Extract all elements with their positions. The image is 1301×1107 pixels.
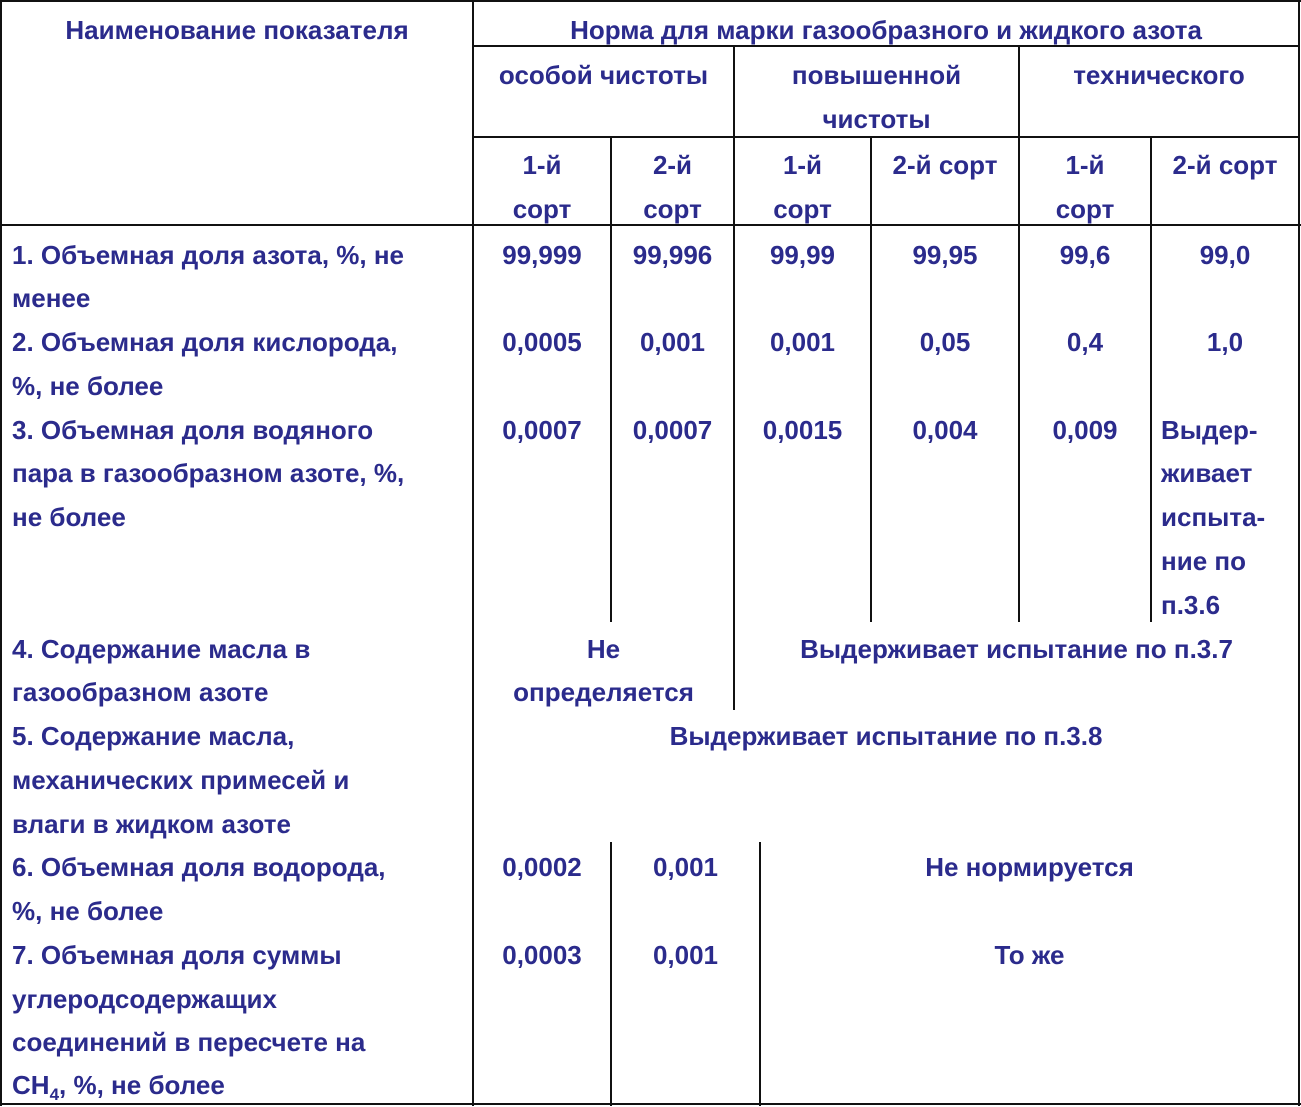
row5-label-line1: 5. Содержание масла, bbox=[12, 721, 295, 751]
row3-label-line3: не более bbox=[12, 502, 126, 532]
header-grade-technical: технического bbox=[1073, 60, 1245, 90]
row3-value-6-line2: живает bbox=[1161, 458, 1253, 488]
header-special-sort2-line2: сорт bbox=[643, 194, 702, 224]
row4-other-value: Выдерживает испытание по п.3.7 bbox=[800, 634, 1233, 664]
table-right-border bbox=[1298, 0, 1300, 1106]
row1-value-4: 99,95 bbox=[912, 240, 978, 270]
column-divider-6 bbox=[1150, 136, 1152, 622]
header-indicator-name: Наименование показателя bbox=[65, 15, 409, 45]
row3-value-6-line1: Выдер- bbox=[1161, 415, 1258, 445]
row3-label-line2: пара в газообразном азоте, %, bbox=[12, 458, 405, 488]
row7-value-2: 0,001 bbox=[652, 940, 719, 970]
row6-value-1: 0,0002 bbox=[502, 852, 582, 882]
row2-label-line2: %, не более bbox=[12, 371, 164, 401]
header-high-sort1-line1: 1-й bbox=[782, 150, 823, 180]
row3-value-6-line5: п.3.6 bbox=[1161, 590, 1221, 620]
row5-value: Выдерживает испытание по п.3.8 bbox=[669, 721, 1103, 751]
header-norm-title: Норма для марки газообразного и жидкого азота bbox=[570, 15, 1202, 45]
row1-value-5: 99,6 bbox=[1059, 240, 1111, 270]
header-special-sort1-line1: 1-й bbox=[522, 150, 562, 180]
row3-value-1: 0,0007 bbox=[502, 415, 582, 445]
row2-value-1: 0,0005 bbox=[502, 327, 582, 357]
row3-value-6-line4: ние по bbox=[1161, 546, 1246, 576]
row2-value-5: 0,4 bbox=[1066, 327, 1104, 357]
row1-label-line1: 1. Объемная доля азота, %, не bbox=[12, 240, 405, 270]
row1-label-line2: менее bbox=[12, 283, 91, 313]
row7-formula-base: CH bbox=[12, 1070, 50, 1100]
row7-label-line1: 7. Объемная доля суммы bbox=[12, 940, 342, 970]
table-top-border bbox=[0, 0, 1301, 2]
row7-label-tail: %, не более bbox=[73, 1070, 225, 1100]
row6-label-line2: %, не более bbox=[12, 896, 164, 926]
row1-value-6: 99,0 bbox=[1199, 240, 1251, 270]
row2-value-3: 0,001 bbox=[769, 327, 836, 357]
row6-label-line1: 6. Объемная доля водорода, bbox=[12, 852, 386, 882]
row1-value-2: 99,996 bbox=[632, 240, 713, 270]
row3-value-3: 0,0015 bbox=[762, 415, 843, 445]
row7-value-1: 0,0003 bbox=[502, 940, 582, 970]
row3-value-6-line3: испыта- bbox=[1161, 502, 1266, 532]
header-special-sort2-line1: 2-й bbox=[652, 150, 693, 180]
header-special-sort1-line2: сорт bbox=[512, 194, 572, 224]
row4-special-value-line2: определяется bbox=[513, 677, 694, 707]
row4-label-line1: 4. Содержание масла в bbox=[12, 634, 311, 664]
row7-other-value: То же bbox=[994, 940, 1065, 970]
row3-value-4: 0,004 bbox=[912, 415, 978, 445]
header-grade-high-purity-1: повышенной bbox=[791, 60, 962, 90]
column-divider-4 bbox=[870, 136, 872, 622]
row7-label-line2: углеродсодержащих bbox=[12, 984, 277, 1014]
header-high-sort2: 2-й сорт bbox=[892, 150, 998, 180]
row2-value-6: 1,0 bbox=[1206, 327, 1244, 357]
row4-special-value-line1: Не bbox=[586, 634, 621, 664]
header-tech-sort1-line2: сорт bbox=[1055, 194, 1115, 224]
row2-value-4: 0,05 bbox=[919, 327, 971, 357]
header-high-sort1-line2: сорт bbox=[773, 194, 832, 224]
row3-value-2: 0,0007 bbox=[632, 415, 713, 445]
header-tech-sort2: 2-й сорт bbox=[1172, 150, 1278, 180]
header-grade-special-purity: особой чистоты bbox=[498, 60, 709, 90]
row1-value-1: 99,999 bbox=[502, 240, 582, 270]
header-tech-sort1-line1: 1-й bbox=[1065, 150, 1105, 180]
row6-value-2: 0,001 bbox=[652, 852, 719, 882]
row1-value-3: 99,99 bbox=[769, 240, 836, 270]
row2-value-2: 0,001 bbox=[639, 327, 706, 357]
table-left-border bbox=[0, 0, 2, 1106]
row2-label-line1: 2. Объемная доля кислорода, bbox=[12, 327, 398, 357]
row6-other-value: Не нормируется bbox=[925, 852, 1134, 882]
row7-formula-sub: 4 bbox=[49, 1085, 60, 1105]
row5-label-line3: влаги в жидком азоте bbox=[12, 809, 291, 839]
row5-label-line2: механических примесей и bbox=[12, 765, 350, 795]
row3-value-5: 0,009 bbox=[1052, 415, 1118, 445]
row7-label-line3: соединений в пересчете на bbox=[12, 1027, 366, 1057]
row4-label-line2: газообразном азоте bbox=[12, 677, 269, 707]
row7-label-line4: $CH_4$, %, не более bbox=[12, 1070, 225, 1105]
header-grade-high-purity-2: чистоты bbox=[822, 104, 931, 134]
row3-label-line1: 3. Объемная доля водяного bbox=[12, 415, 374, 445]
